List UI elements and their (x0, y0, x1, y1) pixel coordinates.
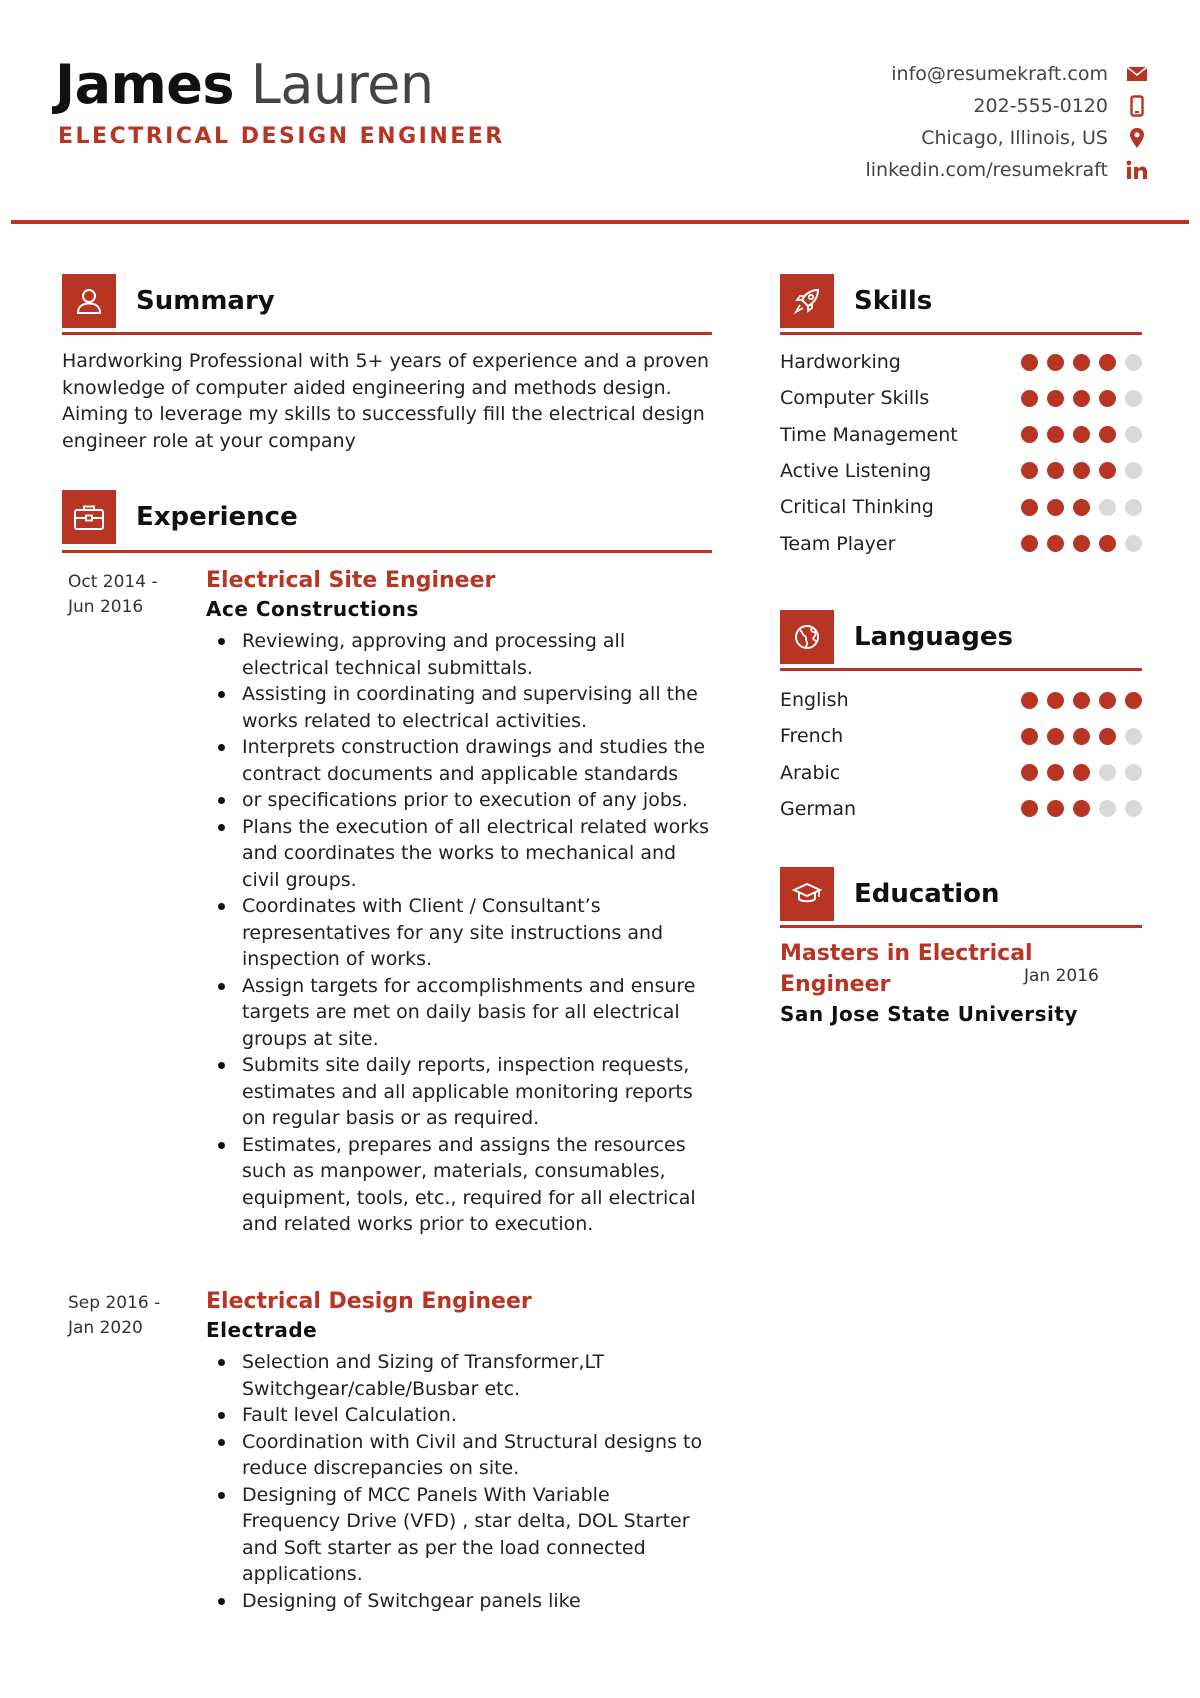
rating-dot-filled (1047, 764, 1064, 781)
skill-rating (1012, 499, 1142, 516)
rating-dot-filled (1047, 462, 1064, 479)
rating-dot-filled (1073, 692, 1090, 709)
linkedin-text[interactable]: linkedin.com/resumekraft (865, 159, 1108, 181)
rating-dot-empty (1099, 764, 1116, 781)
rating-dot-filled (1099, 692, 1116, 709)
email-text[interactable]: info@resumekraft.com (891, 63, 1108, 85)
education-school: San Jose State University (780, 1002, 1078, 1026)
skill-row (780, 529, 1142, 559)
rating-dot-filled (1099, 390, 1116, 407)
summary-title: Summary (136, 286, 275, 316)
skills-divider (780, 332, 1142, 335)
rating-dot-empty (1125, 800, 1142, 817)
bullet-item: Designing of MCC Panels With Variable Frequency Drive (VFD) , star delta, DOL Starter and Soft starter as per the load connected applications. (206, 1482, 712, 1588)
education-heading (780, 867, 1000, 921)
rating-dot-empty (1125, 462, 1142, 479)
education-degree: Masters in Electrical Engineer (780, 941, 1033, 997)
bullet-item: Submits site daily reports, inspection requests, estimates and all applicable monitoring reports on regular basis or as required. (206, 1052, 712, 1132)
bullet-item: Designing of Switchgear panels like (206, 1588, 712, 1615)
bullet-item: Assisting in coordinating and supervising all the works related to electrical activities. (206, 681, 712, 734)
rating-dot-filled (1021, 764, 1038, 781)
rating-dot-filled (1073, 354, 1090, 371)
bullet-item: Coordination with Civil and Structural designs to reduce discrepancies on site. (206, 1429, 712, 1482)
summary-text: Hardworking Professional with 5+ years of experience and a proven knowledge of computer aided engineering and methods design. Aiming to leverage my skills to successfully fill the electrical design engineer role at your company (62, 350, 710, 452)
header-divider (11, 220, 1189, 224)
education-divider (780, 925, 1142, 928)
rating-dot-filled (1047, 728, 1064, 745)
rating-dot-filled (1073, 462, 1090, 479)
rating-dot-filled (1047, 390, 1064, 407)
rating-dot-filled (1073, 800, 1090, 817)
job-dates (68, 570, 178, 620)
rating-dot-filled (1099, 354, 1116, 371)
skill-row (780, 420, 1142, 450)
job-role: Electrical Design Engineer (206, 1289, 532, 1314)
rating-dot-empty (1125, 535, 1142, 552)
summary-divider (62, 332, 712, 335)
skill-row (780, 347, 1142, 377)
rating-dot-empty (1125, 390, 1142, 407)
language-rating (1012, 728, 1142, 745)
linkedin-icon (1124, 157, 1150, 183)
language-row (780, 794, 1142, 824)
rating-dot-filled (1021, 426, 1038, 443)
job-bullets (206, 628, 712, 1238)
language-row (780, 721, 1142, 751)
experience-title: Experience (136, 502, 298, 532)
rating-dot-empty (1125, 764, 1142, 781)
skill-label: Computer Skills (780, 387, 930, 410)
language-label: Arabic (780, 761, 841, 784)
skill-label: Team Player (780, 532, 896, 555)
experience-divider (62, 550, 712, 553)
rating-dot-filled (1021, 499, 1038, 516)
phone-icon (1124, 93, 1150, 119)
last-name: Lauren (250, 53, 434, 116)
rating-dot-filled (1073, 390, 1090, 407)
languages-title: Languages (854, 622, 1014, 652)
phone-text[interactable]: 202-555-0120 (973, 95, 1108, 117)
location-pin-icon (1124, 125, 1150, 151)
rating-dot-empty (1125, 499, 1142, 516)
language-row (780, 685, 1142, 715)
skill-label: Active Listening (780, 459, 932, 482)
rating-dot-filled (1021, 692, 1038, 709)
bullet-item: Fault level Calculation. (206, 1402, 712, 1429)
job-date-start: Oct 2014 - (68, 572, 158, 592)
first-name: James (55, 53, 235, 116)
rating-dot-empty (1125, 728, 1142, 745)
rating-dot-filled (1073, 764, 1090, 781)
rating-dot-filled (1021, 728, 1038, 745)
rating-dot-filled (1099, 462, 1116, 479)
rating-dot-filled (1021, 462, 1038, 479)
bullet-item: Interprets construction drawings and studies the contract documents and applicable standards (206, 734, 712, 787)
rating-dot-filled (1099, 535, 1116, 552)
rating-dot-filled (1021, 354, 1038, 371)
globe-icon (780, 610, 834, 664)
job-details (206, 1287, 712, 1614)
job-date-start: Sep 2016 - (68, 1293, 161, 1313)
rating-dot-filled (1021, 535, 1038, 552)
language-rating (1012, 764, 1142, 781)
experience-heading (62, 490, 298, 544)
skills-title: Skills (854, 286, 933, 316)
rating-dot-filled (1099, 728, 1116, 745)
language-label: French (780, 725, 844, 748)
rating-dot-empty (1099, 499, 1116, 516)
skill-row (780, 456, 1142, 486)
job-title: ELECTRICAL DESIGN ENGINEER (58, 124, 505, 149)
rating-dot-filled (1073, 426, 1090, 443)
bullet-item: Reviewing, approving and processing all electrical technical submittals. (206, 628, 712, 681)
skill-label: Time Management (780, 423, 958, 446)
contact-list (650, 58, 1150, 186)
graduation-cap-icon (780, 867, 834, 921)
education-title: Education (854, 879, 1000, 909)
skill-rating (1012, 354, 1142, 371)
skill-rating (1012, 462, 1142, 479)
rating-dot-filled (1047, 692, 1064, 709)
skill-label: Hardworking (780, 351, 901, 373)
rating-dot-filled (1047, 354, 1064, 371)
job-company: Ace Constructions (206, 597, 419, 621)
resume-header (0, 0, 1200, 230)
contact-linkedin (650, 154, 1150, 186)
rating-dot-filled (1021, 800, 1038, 817)
skill-rating (1012, 426, 1142, 443)
bullet-item: Estimates, prepares and assigns the resources such as manpower, materials, consumables, equipment, tools, etc., required for all electrical and related works prior to execution. (206, 1132, 712, 1238)
job-details (206, 566, 712, 1238)
skills-heading (780, 274, 932, 328)
rating-dot-filled (1099, 426, 1116, 443)
job-role: Electrical Site Engineer (206, 568, 496, 593)
job-company: Electrade (206, 1318, 318, 1342)
contact-location (650, 122, 1150, 154)
rocket-icon (780, 274, 834, 328)
language-rating (1012, 800, 1142, 817)
skill-row (780, 383, 1142, 413)
contact-email (650, 58, 1150, 90)
language-row (780, 758, 1142, 788)
rating-dot-filled (1125, 692, 1142, 709)
bullet-item: or specifications prior to execution of any jobs. (206, 787, 712, 814)
summary-heading (62, 274, 275, 328)
languages-heading (780, 610, 1013, 664)
skill-label: Critical Thinking (780, 496, 934, 519)
rating-dot-filled (1021, 390, 1038, 407)
language-label: German (780, 797, 857, 820)
rating-dot-empty (1099, 800, 1116, 817)
job-date-end: Jan 2020 (68, 1318, 143, 1338)
rating-dot-empty (1125, 426, 1142, 443)
job-bullets (206, 1349, 712, 1614)
rating-dot-filled (1047, 535, 1064, 552)
bullet-item: Assign targets for accomplishments and ensure targets are met on daily basis for all electrical groups at site. (206, 973, 712, 1053)
location-text: Chicago, Illinois, US (921, 127, 1108, 149)
rating-dot-empty (1125, 354, 1142, 371)
skill-row (780, 492, 1142, 522)
skill-rating (1012, 535, 1142, 552)
bullet-item: Coordinates with Client / Consultant’s representatives for any site instructions and inspection of works. (206, 893, 712, 973)
rating-dot-filled (1047, 499, 1064, 516)
bullet-item: Plans the execution of all electrical related works and coordinates the works to mechanical and civil groups. (206, 814, 712, 894)
candidate-name (55, 50, 434, 120)
contact-phone (650, 90, 1150, 122)
rating-dot-filled (1047, 426, 1064, 443)
rating-dot-filled (1047, 800, 1064, 817)
bullet-item: Selection and Sizing of Transformer,LT Switchgear/cable/Busbar etc. (206, 1349, 712, 1402)
language-label: English (780, 689, 849, 711)
rating-dot-filled (1073, 728, 1090, 745)
user-icon (62, 274, 116, 328)
job-date-end: Jun 2016 (68, 597, 144, 617)
email-icon (1124, 61, 1150, 87)
languages-divider (780, 668, 1142, 671)
education-date: Jan 2016 (1024, 966, 1099, 986)
briefcase-icon (62, 490, 116, 544)
rating-dot-filled (1073, 535, 1090, 552)
job-dates (68, 1291, 178, 1341)
skill-rating (1012, 390, 1142, 407)
language-rating (1012, 692, 1142, 709)
rating-dot-filled (1073, 499, 1090, 516)
